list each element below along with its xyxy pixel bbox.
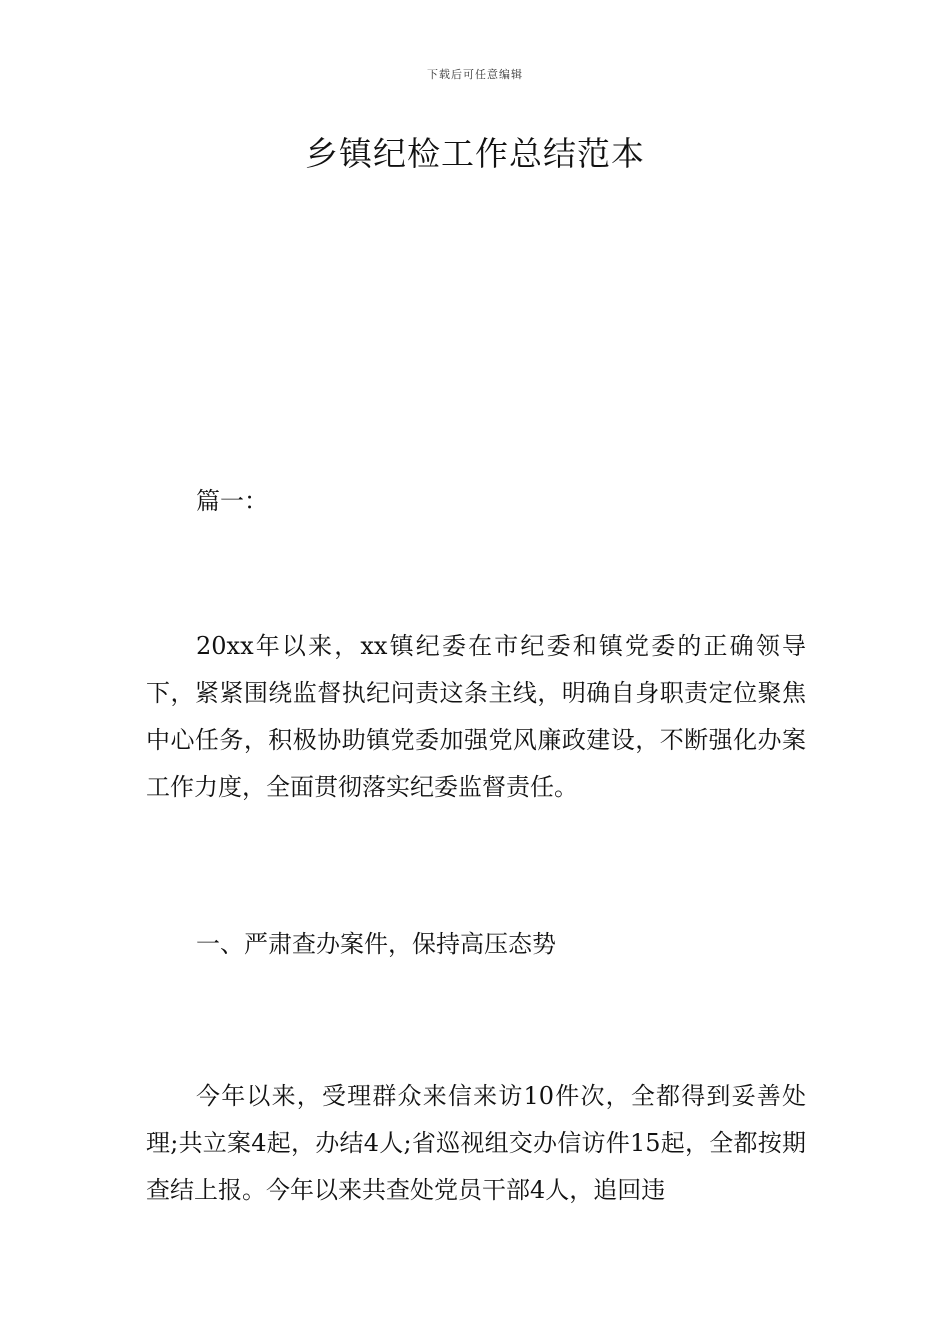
section-label: 篇一： [196,487,268,515]
document-title: 乡镇纪检工作总结范本 [305,134,645,173]
paragraph-intro: 20xx年以来，xx镇纪委在市纪委和镇党委的正确领导下，紧紧围绕监督执纪问责这条主线，明确自身职责定位聚焦中心任务，积极协助镇党委加强党风廉政建设，不断强化办案工作力度，全面贯彻落实纪委监督责任。 [146,632,806,801]
header-note: 下载后可任意编辑 [427,68,523,81]
section-heading: 一、严肃查办案件，保持高压态势 [196,930,556,958]
paragraph-cases: 今年以来，受理群众来信来访10件次，全都得到妥善处理;共立案4起，办结4人;省巡视组交办信访件15起，全都按期查结上报。今年以来共查处党员干部4人，追回违 [146,1082,806,1204]
